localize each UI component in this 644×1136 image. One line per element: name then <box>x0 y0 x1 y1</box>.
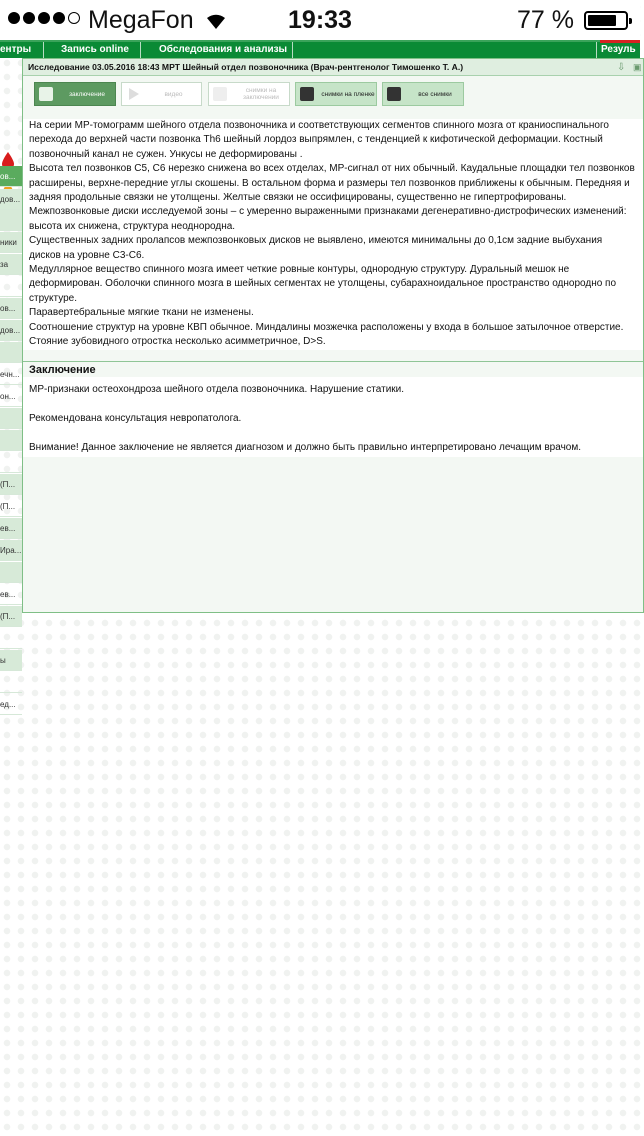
sidebar-item[interactable] <box>0 276 22 297</box>
conclusion-divider <box>23 361 643 362</box>
sidebar-item[interactable]: ев... <box>0 518 22 539</box>
signal-strength-icon <box>8 12 80 24</box>
nav-item-online-booking[interactable]: Запись online <box>44 42 141 58</box>
conclusion-body <box>23 377 643 457</box>
nav-item-results[interactable]: Резуль <box>601 44 636 55</box>
sidebar-item[interactable]: (П... <box>0 474 22 495</box>
all-images-tab-button[interactable] <box>382 82 464 106</box>
battery-percent: 77 % <box>517 6 574 34</box>
conclusion-tab-label: заключение <box>69 90 105 98</box>
sidebar-item[interactable]: (П... <box>0 606 22 627</box>
sidebar-item[interactable]: ечн... <box>0 364 22 385</box>
images-conclusion-tab-button[interactable] <box>208 82 290 106</box>
report-paragraph: Существенных задних пролапсов межпозвонковых дисков не выявлено, имеются минимальны до 0,1см задние выбухания дисков на уровне C3-C6. <box>29 235 603 261</box>
images-conclusion-tab-label: снимки на заключении <box>243 87 279 101</box>
nav-alert-strip <box>600 40 640 43</box>
video-tab-label: видео <box>164 90 183 98</box>
conclusion-disclaimer: Внимание! Данное заключение не является диагнозом и должно быть правильно интерпретировано лечащим врачом. <box>29 441 581 453</box>
conclusion-finding: МР-признаки остеохондроза шейного отдела позвоночника. Нарушение статики. <box>29 384 405 395</box>
study-title: Исследование 03.05.2016 18:43 МРТ Шейный отдел позвоночника (Врач-рентгенолог Тимошенко Т. А.) <box>23 59 643 76</box>
report-paragraph: Медуллярное вещество спинного мозга имеет четкие ровные контуры, однородную структуру. Дуральный мешок не деформирован. Оболочки спинного мозга в шейных сегментах не утолщены, субарахноидальное пространство однородно по структуре. <box>29 264 617 304</box>
sidebar-item[interactable]: ов... <box>0 166 22 187</box>
video-tab-button[interactable] <box>121 82 202 106</box>
study-toolbar <box>23 76 643 116</box>
carrier-name: MegaFon <box>88 6 194 34</box>
report-paragraph: Высота тел позвонков C5, C6 нерезко снижена во всех отделах, МР-сигнал от них обычный. Каудальные площадки тел позвонков расширены, верхне-передние углы скошены. В остальном форма и размеры тел позвонков приближены к обычным. Передняя и задняя продольные связки не утолщены. Желтые связки не оссифицированы, существенно не гипертрофированы. <box>29 163 635 204</box>
images-film-tab-button[interactable] <box>295 82 377 106</box>
sidebar-item[interactable]: ы <box>0 650 22 671</box>
film-grid-icon <box>300 87 314 101</box>
sidebar-item[interactable]: (П... <box>0 496 22 517</box>
battery-icon <box>584 11 628 30</box>
conclusion-heading: Заключение <box>29 364 96 376</box>
report-paragraph: Стояние зубовидного отростка несколько асимметричное, D>S. <box>29 336 326 348</box>
sidebar-item[interactable] <box>0 408 22 429</box>
all-images-tab-label: все снимки <box>418 90 452 98</box>
conclusion-tab-button[interactable] <box>34 82 116 106</box>
image-icon <box>213 87 227 101</box>
sidebar-item[interactable] <box>0 452 22 473</box>
report-paragraph: Межпозвонковые диски исследуемой зоны – с умеренно выраженными признаками дегенеративно-дистрофических изменений: высота их снижена, структура неоднородна. <box>29 206 627 232</box>
sidebar-item[interactable]: Ира... <box>0 540 22 561</box>
wifi-icon <box>204 10 228 30</box>
sidebar-item[interactable] <box>0 628 22 649</box>
report-text <box>23 119 643 350</box>
document-icon <box>39 87 53 101</box>
report-paragraph: Паравертебральные мягкие ткани не изменены. <box>29 307 254 319</box>
sidebar-item[interactable]: он... <box>0 386 22 407</box>
sidebar-item[interactable]: дов... <box>0 189 22 210</box>
sidebar-item[interactable] <box>0 672 22 693</box>
image-grid-icon <box>387 87 401 101</box>
clock: 19:33 <box>288 6 352 34</box>
sidebar-item[interactable] <box>0 562 22 583</box>
sidebar-item[interactable] <box>0 430 22 451</box>
report-paragraph: Соотношение структур на уровне КВП обычное. Миндалины мозжечка расположены у входа в большое затылочное отверстие. <box>29 321 624 333</box>
print-icon[interactable]: ▣ <box>633 62 642 72</box>
sidebar-item[interactable]: ед... <box>0 694 22 715</box>
nav-item-examinations[interactable]: Обследования и анализы <box>141 42 293 58</box>
sidebar <box>0 58 22 768</box>
images-film-tab-label: снимки на пленке <box>321 90 375 98</box>
play-icon <box>126 87 140 101</box>
sidebar-item[interactable] <box>0 210 22 231</box>
top-navigation <box>0 40 640 58</box>
sidebar-item[interactable]: дов... <box>0 320 22 341</box>
report-paragraph: На серии МР-томограмм шейного отдела позвоночника и соответствующих сегментов спинного мозга от краниоспинального перехода до верхней части позвонка Th6 шейный лордоз выпрямлен, с тенденцией к кифотической деформации. Костный позвоночный канал не сужен. Ункусы не деформированы . <box>29 120 609 160</box>
sidebar-item[interactable]: ов... <box>0 298 22 319</box>
sidebar-item[interactable]: ники <box>0 232 22 253</box>
status-bar <box>0 0 640 40</box>
download-icon[interactable]: ⇩ <box>617 62 626 73</box>
nav-item-blank[interactable] <box>293 42 597 58</box>
nav-item-centers[interactable]: ентры <box>0 42 44 58</box>
sidebar-item[interactable] <box>0 342 22 363</box>
conclusion-recommendation: Рекомендована консультация невропатолога. <box>29 412 242 424</box>
study-panel <box>22 58 644 613</box>
battery-level-fill <box>588 15 616 26</box>
sidebar-item[interactable]: за <box>0 254 22 275</box>
sidebar-item[interactable]: ев... <box>0 584 22 605</box>
